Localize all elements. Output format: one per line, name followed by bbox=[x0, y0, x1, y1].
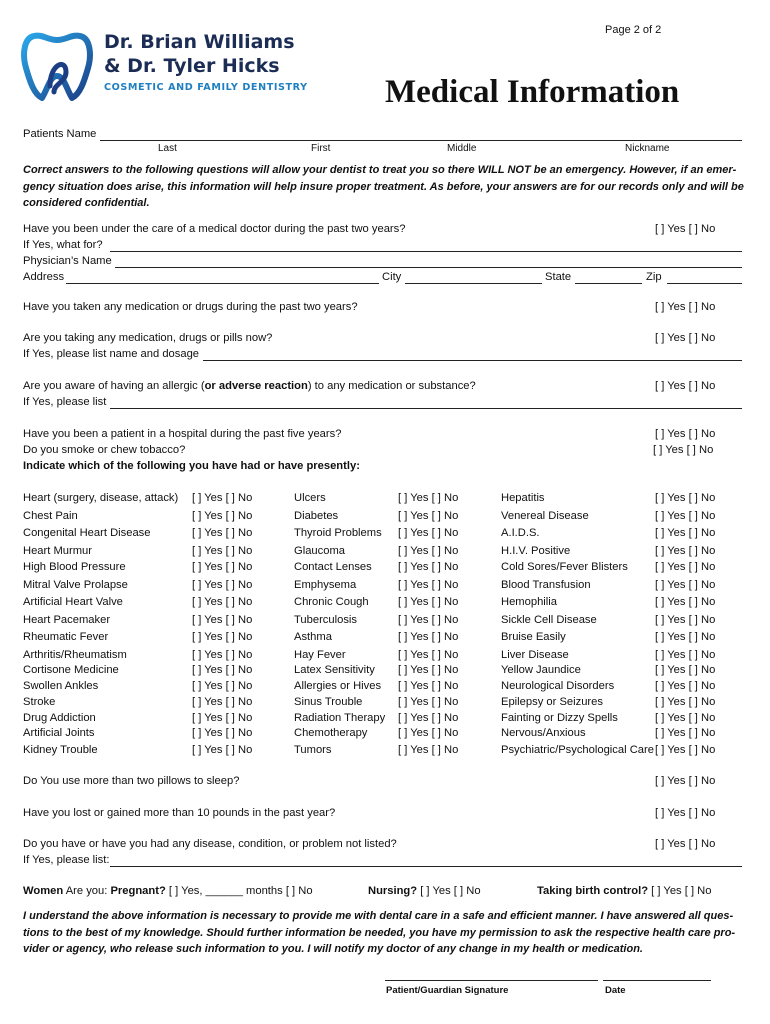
condition-label: Latex Sensitivity bbox=[294, 664, 375, 676]
condition-yes-no[interactable]: [ ] Yes [ ] No bbox=[192, 527, 253, 539]
condition-label: Epilepsy or Seizures bbox=[501, 696, 603, 708]
question-allergic: Are you aware of having an allergic (or adverse reaction) to any medication or substance? bbox=[23, 380, 476, 392]
condition-label: Mitral Valve Prolapse bbox=[23, 579, 128, 591]
condition-label: A.I.D.S. bbox=[501, 527, 540, 539]
condition-yes-no[interactable]: [ ] Yes [ ] No bbox=[192, 744, 253, 756]
medication-now-yes-no[interactable]: [ ] Yes [ ] No bbox=[655, 332, 716, 344]
question-medication-past: Have you taken any medication or drugs during the past two years? bbox=[23, 301, 358, 313]
condition-label: Emphysema bbox=[294, 579, 357, 591]
condition-label: Hepatitis bbox=[501, 492, 545, 504]
condition-yes-no[interactable]: [ ] Yes [ ] No bbox=[398, 744, 459, 756]
question-disease: Do you have or have you had any disease, condition, or problem not listed? bbox=[23, 838, 397, 850]
patients-name-label: Patients Name bbox=[23, 128, 97, 140]
page-number: Page 2 of 2 bbox=[605, 24, 662, 36]
tooth-logo-icon bbox=[20, 28, 94, 108]
condition-yes-no[interactable]: [ ] Yes [ ] No bbox=[192, 696, 253, 708]
name-sublabel-first: First bbox=[311, 143, 331, 154]
birth-control-row: Taking birth control? [ ] Yes [ ] No bbox=[537, 885, 712, 897]
condition-label: Thyroid Problems bbox=[294, 527, 382, 539]
condition-label: Congenital Heart Disease bbox=[23, 527, 151, 539]
pillows-yes-no[interactable]: [ ] Yes [ ] No bbox=[655, 775, 716, 787]
condition-yes-no[interactable]: [ ] Yes [ ] No bbox=[192, 510, 253, 522]
condition-label: Kidney Trouble bbox=[23, 744, 98, 756]
allergic-list-label: If Yes, please list bbox=[23, 396, 107, 408]
condition-yes-no[interactable]: [ ] Yes [ ] No bbox=[398, 712, 459, 724]
condition-yes-no[interactable]: [ ] Yes [ ] No bbox=[655, 614, 716, 626]
condition-label: Radiation Therapy bbox=[294, 712, 386, 724]
name-sublabel-last: Last bbox=[158, 143, 177, 154]
pregnant-options[interactable]: [ ] Yes, ______ months [ ] No bbox=[165, 885, 313, 897]
name-sublabel-nickname: Nickname bbox=[625, 143, 670, 154]
intro-paragraph: Correct answers to the following questions will allow your dentist to treat you so there WILL NOT be an emergency. However, if an emer-gency situation does arise, this information will help insure proper treatment. As before, your answers are for our records only and will be considered confidential. bbox=[23, 164, 744, 209]
condition-yes-no[interactable]: [ ] Yes [ ] No bbox=[398, 561, 459, 573]
practice-tagline: COSMETIC AND FAMILY DENTISTRY bbox=[104, 82, 308, 93]
condition-label: Neurological Disorders bbox=[501, 680, 615, 692]
question-tobacco: Do you smoke or chew tobacco? bbox=[23, 444, 186, 456]
condition-label: Nervous/Anxious bbox=[501, 727, 586, 739]
condition-yes-no[interactable]: [ ] Yes [ ] No bbox=[192, 614, 253, 626]
disease-yes-no[interactable]: [ ] Yes [ ] No bbox=[655, 838, 716, 850]
practice-name-line2: & Dr. Tyler Hicks bbox=[104, 55, 280, 77]
condition-label: Rheumatic Fever bbox=[23, 631, 109, 643]
condition-yes-no[interactable]: [ ] Yes [ ] No bbox=[398, 649, 459, 661]
weight-yes-no[interactable]: [ ] Yes [ ] No bbox=[655, 807, 716, 819]
condition-label: Chemotherapy bbox=[294, 727, 368, 739]
question-weight: Have you lost or gained more than 10 pounds in the past year? bbox=[23, 807, 336, 819]
condition-yes-no[interactable]: [ ] Yes [ ] No bbox=[192, 561, 253, 573]
practice-name-line1: Dr. Brian Williams bbox=[104, 31, 295, 53]
condition-label: High Blood Pressure bbox=[23, 561, 126, 573]
condition-label: Chest Pain bbox=[23, 510, 78, 522]
closing-statement: I understand the above information is necessary to provide me with dental care in a safe and efficient manner. I have answered all ques-tions to the best of my knowledge. Should further information be needed, you have my permission to ask the respective health care pro-vider or agency, who release such information to you. I will notify my doctor of any change in my health or medication. bbox=[23, 910, 736, 955]
condition-yes-no[interactable]: [ ] Yes [ ] No bbox=[655, 545, 716, 557]
condition-label: Artificial Joints bbox=[23, 727, 95, 739]
condition-label: Psychiatric/Psychological Care bbox=[501, 744, 654, 756]
signature-field[interactable] bbox=[385, 980, 598, 981]
condition-label: Liver Disease bbox=[501, 649, 569, 661]
address-label: Address bbox=[23, 271, 65, 283]
what-for-field[interactable] bbox=[110, 251, 742, 252]
condition-label: Chronic Cough bbox=[294, 596, 369, 608]
city-field[interactable] bbox=[405, 283, 542, 284]
condition-label: Hay Fever bbox=[294, 649, 346, 661]
condition-yes-no[interactable]: [ ] Yes [ ] No bbox=[655, 631, 716, 643]
address-field[interactable] bbox=[66, 283, 379, 284]
condition-yes-no[interactable]: [ ] Yes [ ] No bbox=[398, 510, 459, 522]
condition-label: Bruise Easily bbox=[501, 631, 566, 643]
condition-yes-no[interactable]: [ ] Yes [ ] No bbox=[655, 664, 716, 676]
condition-yes-no[interactable]: [ ] Yes [ ] No bbox=[398, 579, 459, 591]
date-label: Date bbox=[605, 985, 626, 996]
zip-field[interactable] bbox=[667, 283, 742, 284]
condition-yes-no[interactable]: [ ] Yes [ ] No bbox=[192, 664, 253, 676]
name-sublabel-middle: Middle bbox=[447, 143, 477, 154]
condition-yes-no[interactable]: [ ] Yes [ ] No bbox=[192, 596, 253, 608]
if-yes-what-for-label: If Yes, what for? bbox=[23, 239, 103, 251]
condition-label: H.I.V. Positive bbox=[501, 545, 571, 557]
condition-yes-no[interactable]: [ ] Yes [ ] No bbox=[192, 727, 253, 739]
condition-label: Heart Pacemaker bbox=[23, 614, 111, 626]
condition-label: Yellow Jaundice bbox=[501, 664, 581, 676]
question-medication-now: Are you taking any medication, drugs or pills now? bbox=[23, 332, 273, 344]
medication-list-field[interactable] bbox=[203, 360, 742, 361]
condition-label: Fainting or Dizzy Spells bbox=[501, 712, 618, 724]
condition-label: Sickle Cell Disease bbox=[501, 614, 597, 626]
city-label: City bbox=[382, 271, 402, 283]
allergic-yes-no[interactable]: [ ] Yes [ ] No bbox=[655, 380, 716, 392]
condition-yes-no[interactable]: [ ] Yes [ ] No bbox=[398, 631, 459, 643]
disease-list-field[interactable] bbox=[110, 866, 742, 867]
condition-yes-no[interactable]: [ ] Yes [ ] No bbox=[192, 680, 253, 692]
birth-control-options[interactable]: [ ] Yes [ ] No bbox=[648, 885, 712, 897]
condition-yes-no[interactable]: [ ] Yes [ ] No bbox=[398, 664, 459, 676]
condition-label: Cold Sores/Fever Blisters bbox=[501, 561, 628, 573]
tobacco-yes-no[interactable]: [ ] Yes [ ] No bbox=[653, 444, 714, 456]
condition-yes-no[interactable]: [ ] Yes [ ] No bbox=[655, 712, 716, 724]
question-doctor-care: Have you been under the care of a medical doctor during the past two years? bbox=[23, 223, 406, 235]
page-title: Medical Information bbox=[385, 74, 680, 110]
condition-yes-no[interactable]: [ ] Yes [ ] No bbox=[655, 492, 716, 504]
women-pregnant-row: Women Are you: Pregnant? [ ] Yes, ______ months [ ] No bbox=[23, 885, 313, 897]
condition-yes-no[interactable]: [ ] Yes [ ] No bbox=[655, 744, 716, 756]
patients-name-field[interactable] bbox=[100, 140, 742, 141]
question-hospital: Have you been a patient in a hospital during the past five years? bbox=[23, 428, 342, 440]
condition-yes-no[interactable]: [ ] Yes [ ] No bbox=[655, 649, 716, 661]
condition-label: Heart Murmur bbox=[23, 545, 92, 557]
hospital-yes-no[interactable]: [ ] Yes [ ] No bbox=[655, 428, 716, 440]
zip-label: Zip bbox=[646, 271, 662, 283]
state-field[interactable] bbox=[575, 283, 642, 284]
condition-yes-no[interactable]: [ ] Yes [ ] No bbox=[398, 614, 459, 626]
signature-label: Patient/Guardian Signature bbox=[386, 985, 509, 996]
condition-yes-no[interactable]: [ ] Yes [ ] No bbox=[398, 527, 459, 539]
condition-label: Arthritis/Rheumatism bbox=[23, 649, 127, 661]
condition-yes-no[interactable]: [ ] Yes [ ] No bbox=[192, 492, 253, 504]
condition-yes-no[interactable]: [ ] Yes [ ] No bbox=[655, 596, 716, 608]
nursing-options[interactable]: [ ] Yes [ ] No bbox=[417, 885, 481, 897]
condition-yes-no[interactable]: [ ] Yes [ ] No bbox=[655, 696, 716, 708]
condition-yes-no[interactable]: [ ] Yes [ ] No bbox=[398, 680, 459, 692]
condition-yes-no[interactable]: [ ] Yes [ ] No bbox=[655, 510, 716, 522]
condition-yes-no[interactable]: [ ] Yes [ ] No bbox=[655, 561, 716, 573]
condition-yes-no[interactable]: [ ] Yes [ ] No bbox=[192, 712, 253, 724]
condition-label: Hemophilia bbox=[501, 596, 557, 608]
condition-label: Artificial Heart Valve bbox=[23, 596, 123, 608]
condition-yes-no[interactable]: [ ] Yes [ ] No bbox=[192, 631, 253, 643]
doctor-care-yes-no[interactable]: [ ] Yes [ ] No bbox=[655, 223, 716, 235]
indicate-heading: Indicate which of the following you have had or have presently: bbox=[23, 460, 360, 472]
condition-label: Contact Lenses bbox=[294, 561, 372, 573]
condition-label: Allergies or Hives bbox=[294, 680, 382, 692]
nursing-row: Nursing? [ ] Yes [ ] No bbox=[368, 885, 481, 897]
condition-yes-no[interactable]: [ ] Yes [ ] No bbox=[398, 596, 459, 608]
allergic-list-field[interactable] bbox=[110, 408, 742, 409]
disease-list-label: If Yes, please list: bbox=[23, 854, 110, 866]
medication-list-label: If Yes, please list name and dosage bbox=[23, 348, 200, 360]
condition-label: Heart (surgery, disease, attack) bbox=[23, 492, 179, 504]
condition-yes-no[interactable]: [ ] Yes [ ] No bbox=[192, 545, 253, 557]
condition-label: Stroke bbox=[23, 696, 56, 708]
condition-label: Diabetes bbox=[294, 510, 339, 522]
condition-yes-no[interactable]: [ ] Yes [ ] No bbox=[398, 696, 459, 708]
condition-label: Sinus Trouble bbox=[294, 696, 363, 708]
condition-yes-no[interactable]: [ ] Yes [ ] No bbox=[398, 727, 459, 739]
condition-yes-no[interactable]: [ ] Yes [ ] No bbox=[398, 492, 459, 504]
condition-label: Tumors bbox=[294, 744, 332, 756]
condition-label: Cortisone Medicine bbox=[23, 664, 119, 676]
condition-yes-no[interactable]: [ ] Yes [ ] No bbox=[655, 527, 716, 539]
condition-yes-no[interactable]: [ ] Yes [ ] No bbox=[655, 579, 716, 591]
question-pillows: Do You use more than two pillows to sleep? bbox=[23, 775, 240, 787]
condition-yes-no[interactable]: [ ] Yes [ ] No bbox=[655, 727, 716, 739]
physician-name-label: Physician’s Name bbox=[23, 255, 112, 267]
condition-yes-no[interactable]: [ ] Yes [ ] No bbox=[192, 579, 253, 591]
condition-label: Asthma bbox=[294, 631, 332, 643]
condition-label: Ulcers bbox=[294, 492, 326, 504]
condition-yes-no[interactable]: [ ] Yes [ ] No bbox=[192, 649, 253, 661]
condition-label: Blood Transfusion bbox=[501, 579, 591, 591]
physician-name-field[interactable] bbox=[115, 267, 742, 268]
condition-label: Swollen Ankles bbox=[23, 680, 99, 692]
condition-yes-no[interactable]: [ ] Yes [ ] No bbox=[398, 545, 459, 557]
medication-past-yes-no[interactable]: [ ] Yes [ ] No bbox=[655, 301, 716, 313]
date-field[interactable] bbox=[603, 980, 711, 981]
condition-label: Tuberculosis bbox=[294, 614, 358, 626]
state-label: State bbox=[545, 271, 572, 283]
condition-label: Drug Addiction bbox=[23, 712, 96, 724]
condition-label: Venereal Disease bbox=[501, 510, 589, 522]
condition-yes-no[interactable]: [ ] Yes [ ] No bbox=[655, 680, 716, 692]
condition-label: Glaucoma bbox=[294, 545, 345, 557]
